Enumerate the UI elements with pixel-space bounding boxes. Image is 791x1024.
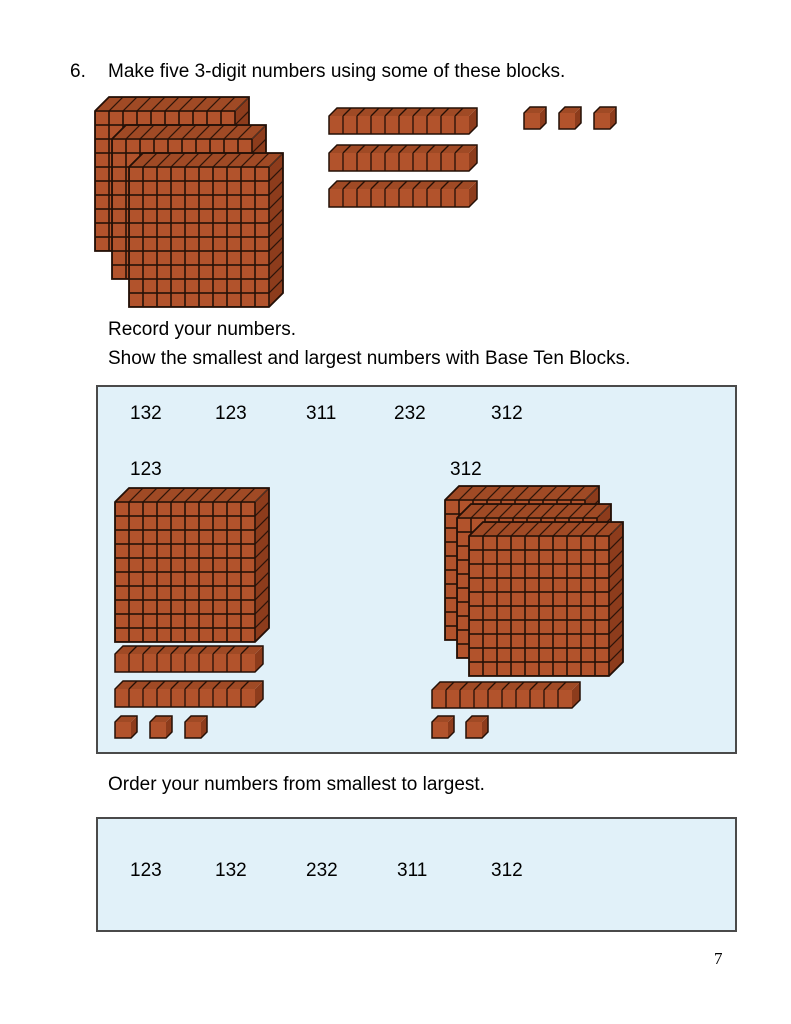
page-number: 7 bbox=[714, 949, 723, 968]
hundreds-flats-stack-graphic bbox=[95, 97, 283, 307]
recorded-number: 132 bbox=[130, 403, 162, 424]
recorded-number: 232 bbox=[394, 403, 426, 424]
unit-cube-graphic bbox=[432, 716, 454, 738]
ordered-number: 123 bbox=[130, 860, 162, 881]
question-prompt: Make five 3-digit numbers using some of these blocks. bbox=[108, 61, 566, 82]
unit-cube-graphic bbox=[150, 716, 172, 738]
unit-cube-graphic bbox=[115, 716, 137, 738]
question-number: 6. bbox=[70, 61, 86, 82]
unit-cube-graphic bbox=[466, 716, 488, 738]
ten-rod-graphic bbox=[329, 108, 477, 134]
recorded-number: 311 bbox=[306, 403, 337, 424]
unit-cube-graphic bbox=[185, 716, 207, 738]
show-instruction: Show the smallest and largest numbers with Base Ten Blocks. bbox=[108, 348, 631, 369]
ten-rod-graphic bbox=[432, 682, 580, 708]
ten-rod-graphic bbox=[329, 145, 477, 171]
ten-rod-graphic bbox=[115, 681, 263, 707]
hundreds-flats-stack-graphic bbox=[445, 486, 623, 676]
recorded-number: 312 bbox=[491, 403, 523, 424]
smallest-number-label: 123 bbox=[130, 459, 162, 480]
record-instruction: Record your numbers. bbox=[108, 319, 296, 340]
answer-box bbox=[96, 385, 737, 754]
unit-cube-graphic bbox=[594, 107, 616, 129]
ordered-number: 312 bbox=[491, 860, 523, 881]
order-instruction: Order your numbers from smallest to largest. bbox=[108, 774, 485, 795]
hundred-flat-graphic bbox=[115, 488, 269, 642]
largest-number-label: 312 bbox=[450, 459, 482, 480]
ordered-numbers-box bbox=[96, 817, 737, 932]
ordered-number: 311 bbox=[397, 860, 428, 881]
ordered-number: 132 bbox=[215, 860, 247, 881]
unit-cube-graphic bbox=[524, 107, 546, 129]
ten-rod-graphic bbox=[115, 646, 263, 672]
recorded-number: 123 bbox=[215, 403, 247, 424]
unit-cube-graphic bbox=[559, 107, 581, 129]
ten-rod-graphic bbox=[329, 181, 477, 207]
ordered-number: 232 bbox=[306, 860, 338, 881]
